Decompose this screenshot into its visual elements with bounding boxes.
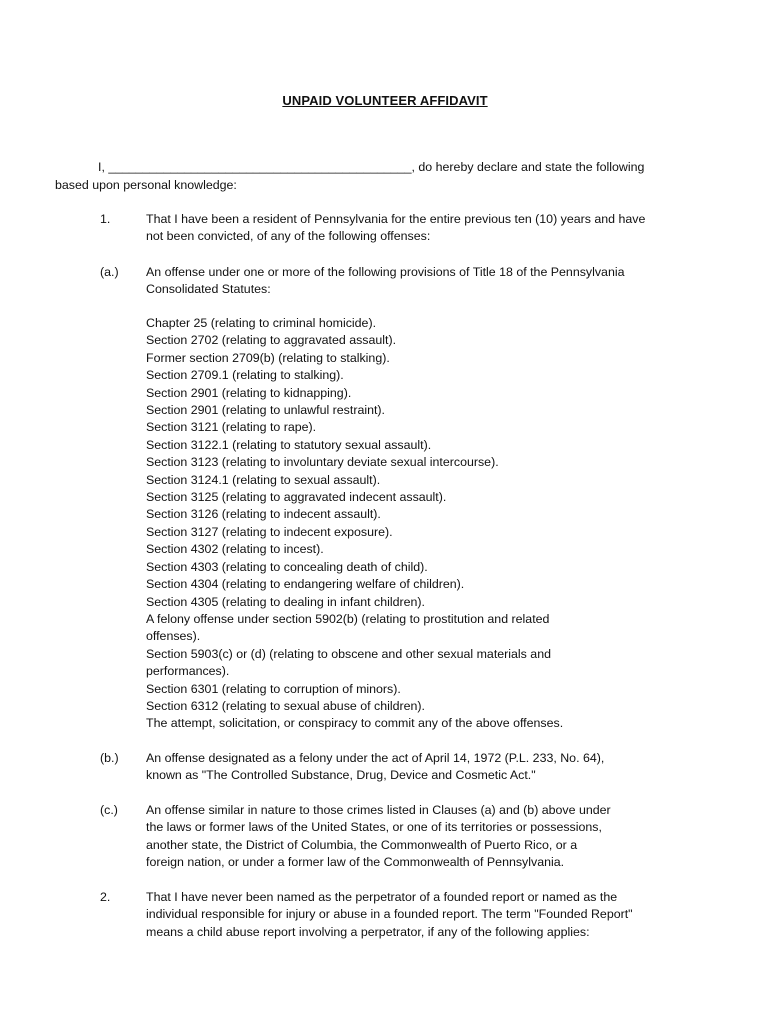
clause-a-line: An offense under one or more of the following provisions of Title 18 of the Pennsylvania <box>146 265 625 279</box>
offense-item: Section 2702 (relating to aggravated assault). <box>146 333 397 348</box>
clause-b-line: known as "The Controlled Substance, Drug, Device and Cosmetic Act." <box>146 768 536 783</box>
offense-item: offenses). <box>146 629 201 644</box>
offense-item: Section 6301 (relating to corruption of minors). <box>146 681 401 696</box>
clause-c-text <box>146 802 611 872</box>
offense-item: Section 3127 (relating to indecent exposure). <box>146 524 393 539</box>
item-1-line: That I have been a resident of Pennsylvania for the entire previous ten (10) years and have <box>146 212 646 226</box>
clause-b-text <box>146 750 604 785</box>
item-1-number: 1. <box>100 212 111 226</box>
offense-item: Section 2709.1 (relating to stalking). <box>146 368 344 383</box>
item-2-number: 2. <box>100 890 111 904</box>
offense-item: Section 3121 (relating to rape). <box>146 420 317 435</box>
clause-a-line: Consolidated Statutes: <box>146 282 271 297</box>
offense-item: Section 3123 (relating to involuntary deviate sexual intercourse). <box>146 455 499 470</box>
offense-item: performances). <box>146 664 230 679</box>
offense-item: Section 2901 (relating to kidnapping). <box>146 385 352 400</box>
offense-item: Section 2901 (relating to unlawful restraint). <box>146 403 385 418</box>
clause-c-line: foreign nation, or under a former law of the Commonwealth of Pennsylvania. <box>146 855 565 870</box>
offense-item: Chapter 25 (relating to criminal homicide). <box>146 316 377 330</box>
offense-item: Section 4302 (relating to incest). <box>146 542 324 557</box>
offense-item: Section 3122.1 (relating to statutory sexual assault). <box>146 437 432 452</box>
clause-b-line: An offense designated as a felony under the act of April 14, 1972 (P.L. 233, No. 64), <box>146 751 605 765</box>
offense-item: Section 6312 (relating to sexual abuse of children). <box>146 698 425 713</box>
offense-item: The attempt, solicitation, or conspiracy to commit any of the above offenses. <box>146 716 564 731</box>
offense-item: Section 3124.1 (relating to sexual assault). <box>146 472 381 487</box>
declaration-line-1: I, ____________________________________________, do hereby declare and state the following <box>98 160 645 174</box>
document-title: UNPAID VOLUNTEER AFFIDAVIT <box>282 93 488 108</box>
offense-item: A felony offense under section 5902(b) (relating to prostitution and related <box>146 611 550 626</box>
offense-item: Section 4305 (relating to dealing in infant children). <box>146 594 425 609</box>
item-2-line: individual responsible for injury or abuse in a founded report. The term "Founded Report" <box>146 907 633 922</box>
offense-item: Section 5903(c) or (d) (relating to obscene and other sexual materials and <box>146 646 551 661</box>
offense-item: Former section 2709(b) (relating to stalking). <box>146 350 390 365</box>
clause-c-label: (c.) <box>100 803 118 817</box>
clause-b-label: (b.) <box>100 751 119 765</box>
clause-a-text <box>146 264 624 299</box>
clause-c-line: the laws or former laws of the United States, or one of its territories or possessions, <box>146 820 602 835</box>
offense-item: Section 4304 (relating to endangering welfare of children). <box>146 577 465 592</box>
item-1-line: not been convicted, of any of the following offenses: <box>146 229 431 244</box>
offense-item: Section 3126 (relating to indecent assault). <box>146 507 381 522</box>
item-2-line: That I have never been named as the perpetrator of a founded report or named as the <box>146 890 618 904</box>
clause-a-label: (a.) <box>100 265 119 279</box>
item-2-text <box>146 889 633 941</box>
offense-list <box>146 315 563 733</box>
offense-item: Section 3125 (relating to aggravated indecent assault). <box>146 490 447 505</box>
item-2-line: means a child abuse report involving a perpetrator, if any of the following applies: <box>146 924 590 939</box>
offense-item: Section 4303 (relating to concealing death of child). <box>146 559 428 574</box>
declaration-line-2: based upon personal knowledge: <box>55 178 237 192</box>
clause-c-line: another state, the District of Columbia, the Commonwealth of Puerto Rico, or a <box>146 837 578 852</box>
clause-c-line: An offense similar in nature to those crimes listed in Clauses (a) and (b) above under <box>146 803 611 817</box>
item-1-text <box>146 211 645 246</box>
